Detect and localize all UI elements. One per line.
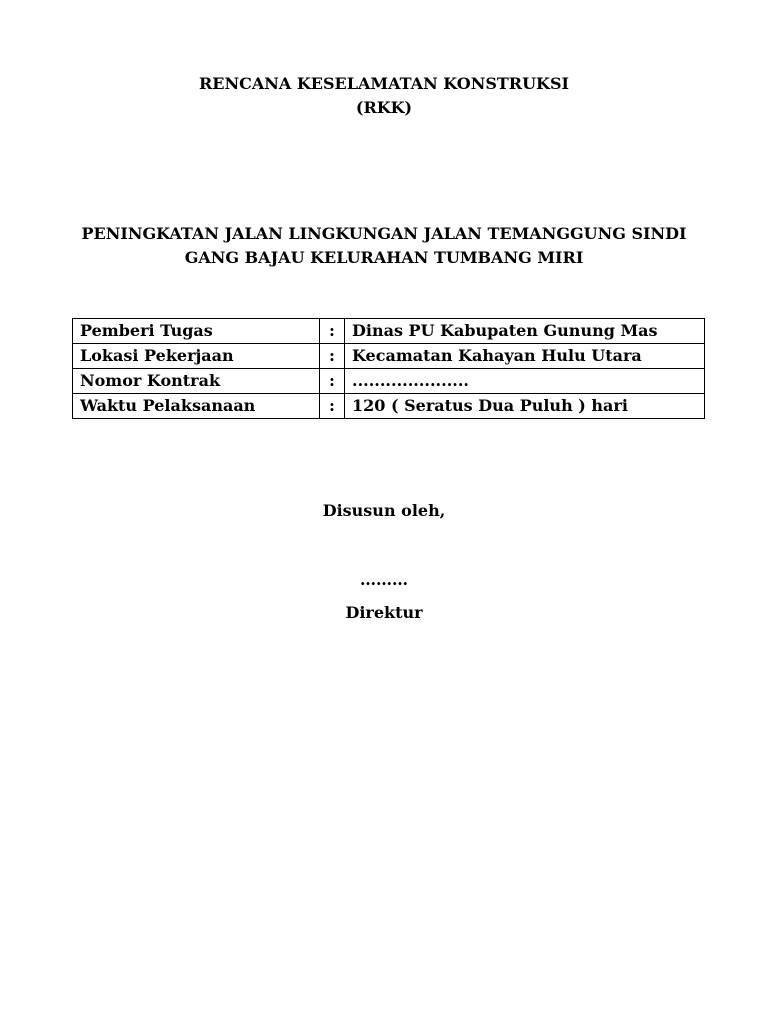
info-value: Kecamatan Kahayan Hulu Utara <box>345 344 705 369</box>
info-value: Dinas PU Kabupaten Gunung Mas <box>345 319 705 344</box>
prepared-by-label: Disusun oleh, <box>322 501 446 520</box>
info-colon: : <box>320 344 345 369</box>
info-label: Nomor Kontrak <box>73 369 320 394</box>
table-row <box>73 319 705 344</box>
info-label: Pemberi Tugas <box>73 319 320 344</box>
info-colon: : <box>320 394 345 419</box>
document-title: RENCANA KESELAMATAN KONSTRUKSI <box>199 74 569 93</box>
document-title-abbrev: (RKK) <box>355 98 413 117</box>
info-colon: : <box>320 319 345 344</box>
info-label: Waktu Pelaksanaan <box>73 394 320 419</box>
info-label: Lokasi Pekerjaan <box>73 344 320 369</box>
project-info-table <box>72 318 705 419</box>
info-colon: : <box>320 369 345 394</box>
table-row <box>73 394 705 419</box>
project-name-line2: GANG BAJAU KELURAHAN TUMBANG MIRI <box>184 248 584 267</box>
signature-placeholder: ……… <box>360 570 408 589</box>
info-value: ..................... <box>345 369 705 394</box>
project-name-line1: PENINGKATAN JALAN LINGKUNGAN JALAN TEMANGGUNG SINDI <box>81 224 687 243</box>
table-row <box>73 369 705 394</box>
table-row <box>73 344 705 369</box>
signer-position: Direktur <box>345 603 423 622</box>
info-value: 120 ( Seratus Dua Puluh ) hari <box>345 394 705 419</box>
